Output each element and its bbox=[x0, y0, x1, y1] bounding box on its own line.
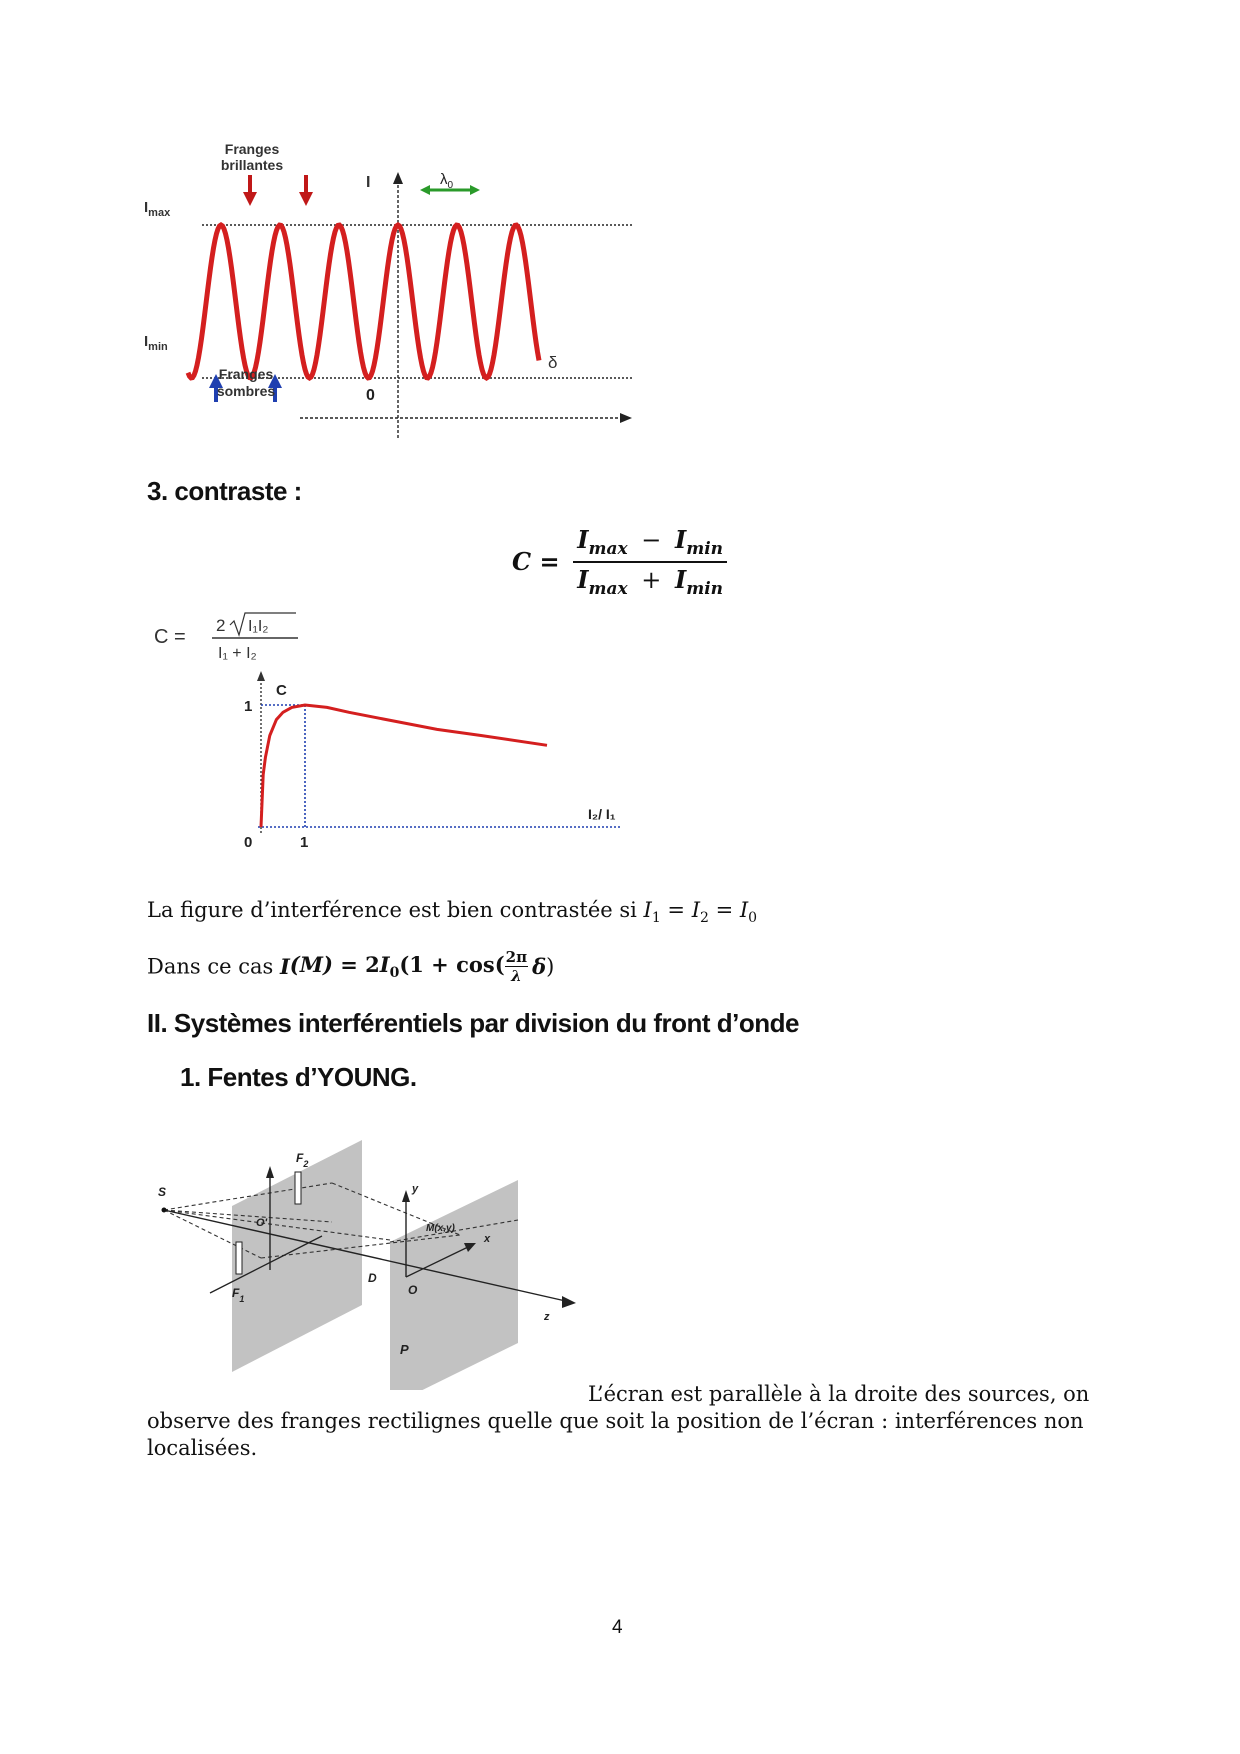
c-y-arrowhead bbox=[257, 671, 265, 681]
slit-y-arrowhead bbox=[266, 1166, 274, 1178]
label-z: z bbox=[544, 1311, 550, 1323]
z-arrowhead bbox=[562, 1296, 576, 1308]
label-y: y bbox=[412, 1183, 419, 1195]
label-d: D bbox=[368, 1271, 377, 1285]
c-formula-den: I₁ + I₂ bbox=[218, 645, 257, 662]
c-formula-num-2: 2 bbox=[216, 616, 226, 635]
y-axis-arrowhead bbox=[393, 172, 403, 184]
label-p: P bbox=[400, 1342, 409, 1357]
imin-label: $I_{min}$ bbox=[144, 333, 168, 353]
c-formula-num-rad: I₁I₂ bbox=[248, 618, 269, 635]
contrast-curve-figure bbox=[148, 605, 648, 855]
c-x-label: I₂/ I₁ bbox=[588, 806, 616, 822]
x-axis-arrowhead bbox=[620, 413, 632, 423]
imax-label: $I_{max}$ bbox=[144, 199, 171, 219]
label-s: S bbox=[158, 1185, 167, 1199]
contrast-fraction: $\frac{I_{max} - I_{min}}{I_{max} + I_{min}}$ bbox=[573, 525, 727, 599]
label-o-prime: O' bbox=[256, 1217, 268, 1229]
slit-f1 bbox=[236, 1242, 242, 1274]
y-axis-label: I bbox=[366, 174, 371, 191]
paragraph-screen-line2: observe des franges rectilignes quelle que soit la position de l’écran : interférences non bbox=[147, 1409, 1084, 1433]
c-series bbox=[261, 705, 547, 827]
contrast-formula bbox=[512, 525, 727, 599]
c-tick-x1: 1 bbox=[300, 834, 309, 851]
young-slits-svg bbox=[150, 1130, 590, 1390]
paragraph-screen-line1: L’écran est parallèle à la droite des sources, on bbox=[588, 1382, 1090, 1406]
interference-intensity-figure bbox=[140, 140, 640, 460]
c-tick-y1: 1 bbox=[244, 698, 253, 715]
contrast-lhs: C = bbox=[512, 547, 560, 577]
slit-f2 bbox=[295, 1172, 301, 1204]
subsection-1-title: 1. Fentes d’YOUNG. bbox=[180, 1062, 417, 1092]
contrast-curve-svg bbox=[148, 605, 648, 855]
bright-label-line1: Franges bbox=[224, 141, 280, 157]
bright-fringe-arrows bbox=[243, 175, 313, 206]
contrast-series-line bbox=[261, 705, 547, 827]
lambda-label: $\lambda_0$ bbox=[440, 171, 454, 191]
bright-label-line2: brillantes bbox=[220, 157, 284, 173]
paragraph-screen-line3: localisées. bbox=[147, 1436, 258, 1460]
label-f1: $F_1$ bbox=[232, 1286, 245, 1304]
lambda-marker bbox=[420, 171, 480, 195]
source-point bbox=[162, 1208, 167, 1213]
c-origin: 0 bbox=[244, 834, 253, 851]
c-y-label: C bbox=[276, 682, 287, 699]
paragraph-contrast-condition: La figure d’interférence est bien contrastée si $I_1 = I_2 = I_0$ bbox=[147, 898, 758, 927]
young-slits-figure bbox=[150, 1130, 590, 1390]
section-3-title: 3. contraste : bbox=[147, 476, 302, 506]
two-pi-over-lambda: $\frac{2\pi}{\lambda}$ bbox=[505, 948, 528, 985]
label-o: O bbox=[408, 1283, 418, 1297]
label-f2: $F_2$ bbox=[296, 1151, 309, 1169]
dark-label-line2: sombres bbox=[216, 383, 276, 399]
label-x: x bbox=[484, 1233, 491, 1245]
interference-intensity-svg bbox=[140, 140, 640, 460]
intensity-curve bbox=[188, 225, 539, 378]
c-formula-lhs: C = bbox=[154, 626, 186, 648]
section-2-title: II. Systèmes interférentiels par division du front d’onde bbox=[147, 1008, 799, 1038]
paragraph-intensity-formula: Dans ce cas $I(M) = 2I_0(1 + \cos$( $\frac{2\pi}{\lambda}$ δ) bbox=[147, 948, 555, 985]
origin-label: 0 bbox=[366, 387, 375, 404]
screen-y-arrowhead bbox=[402, 1190, 410, 1202]
label-m: M(x,y) bbox=[426, 1223, 455, 1234]
x-axis-label: δ bbox=[548, 353, 558, 372]
page-number: 4 bbox=[612, 1617, 623, 1638]
dark-label-line1: Franges bbox=[218, 366, 274, 382]
